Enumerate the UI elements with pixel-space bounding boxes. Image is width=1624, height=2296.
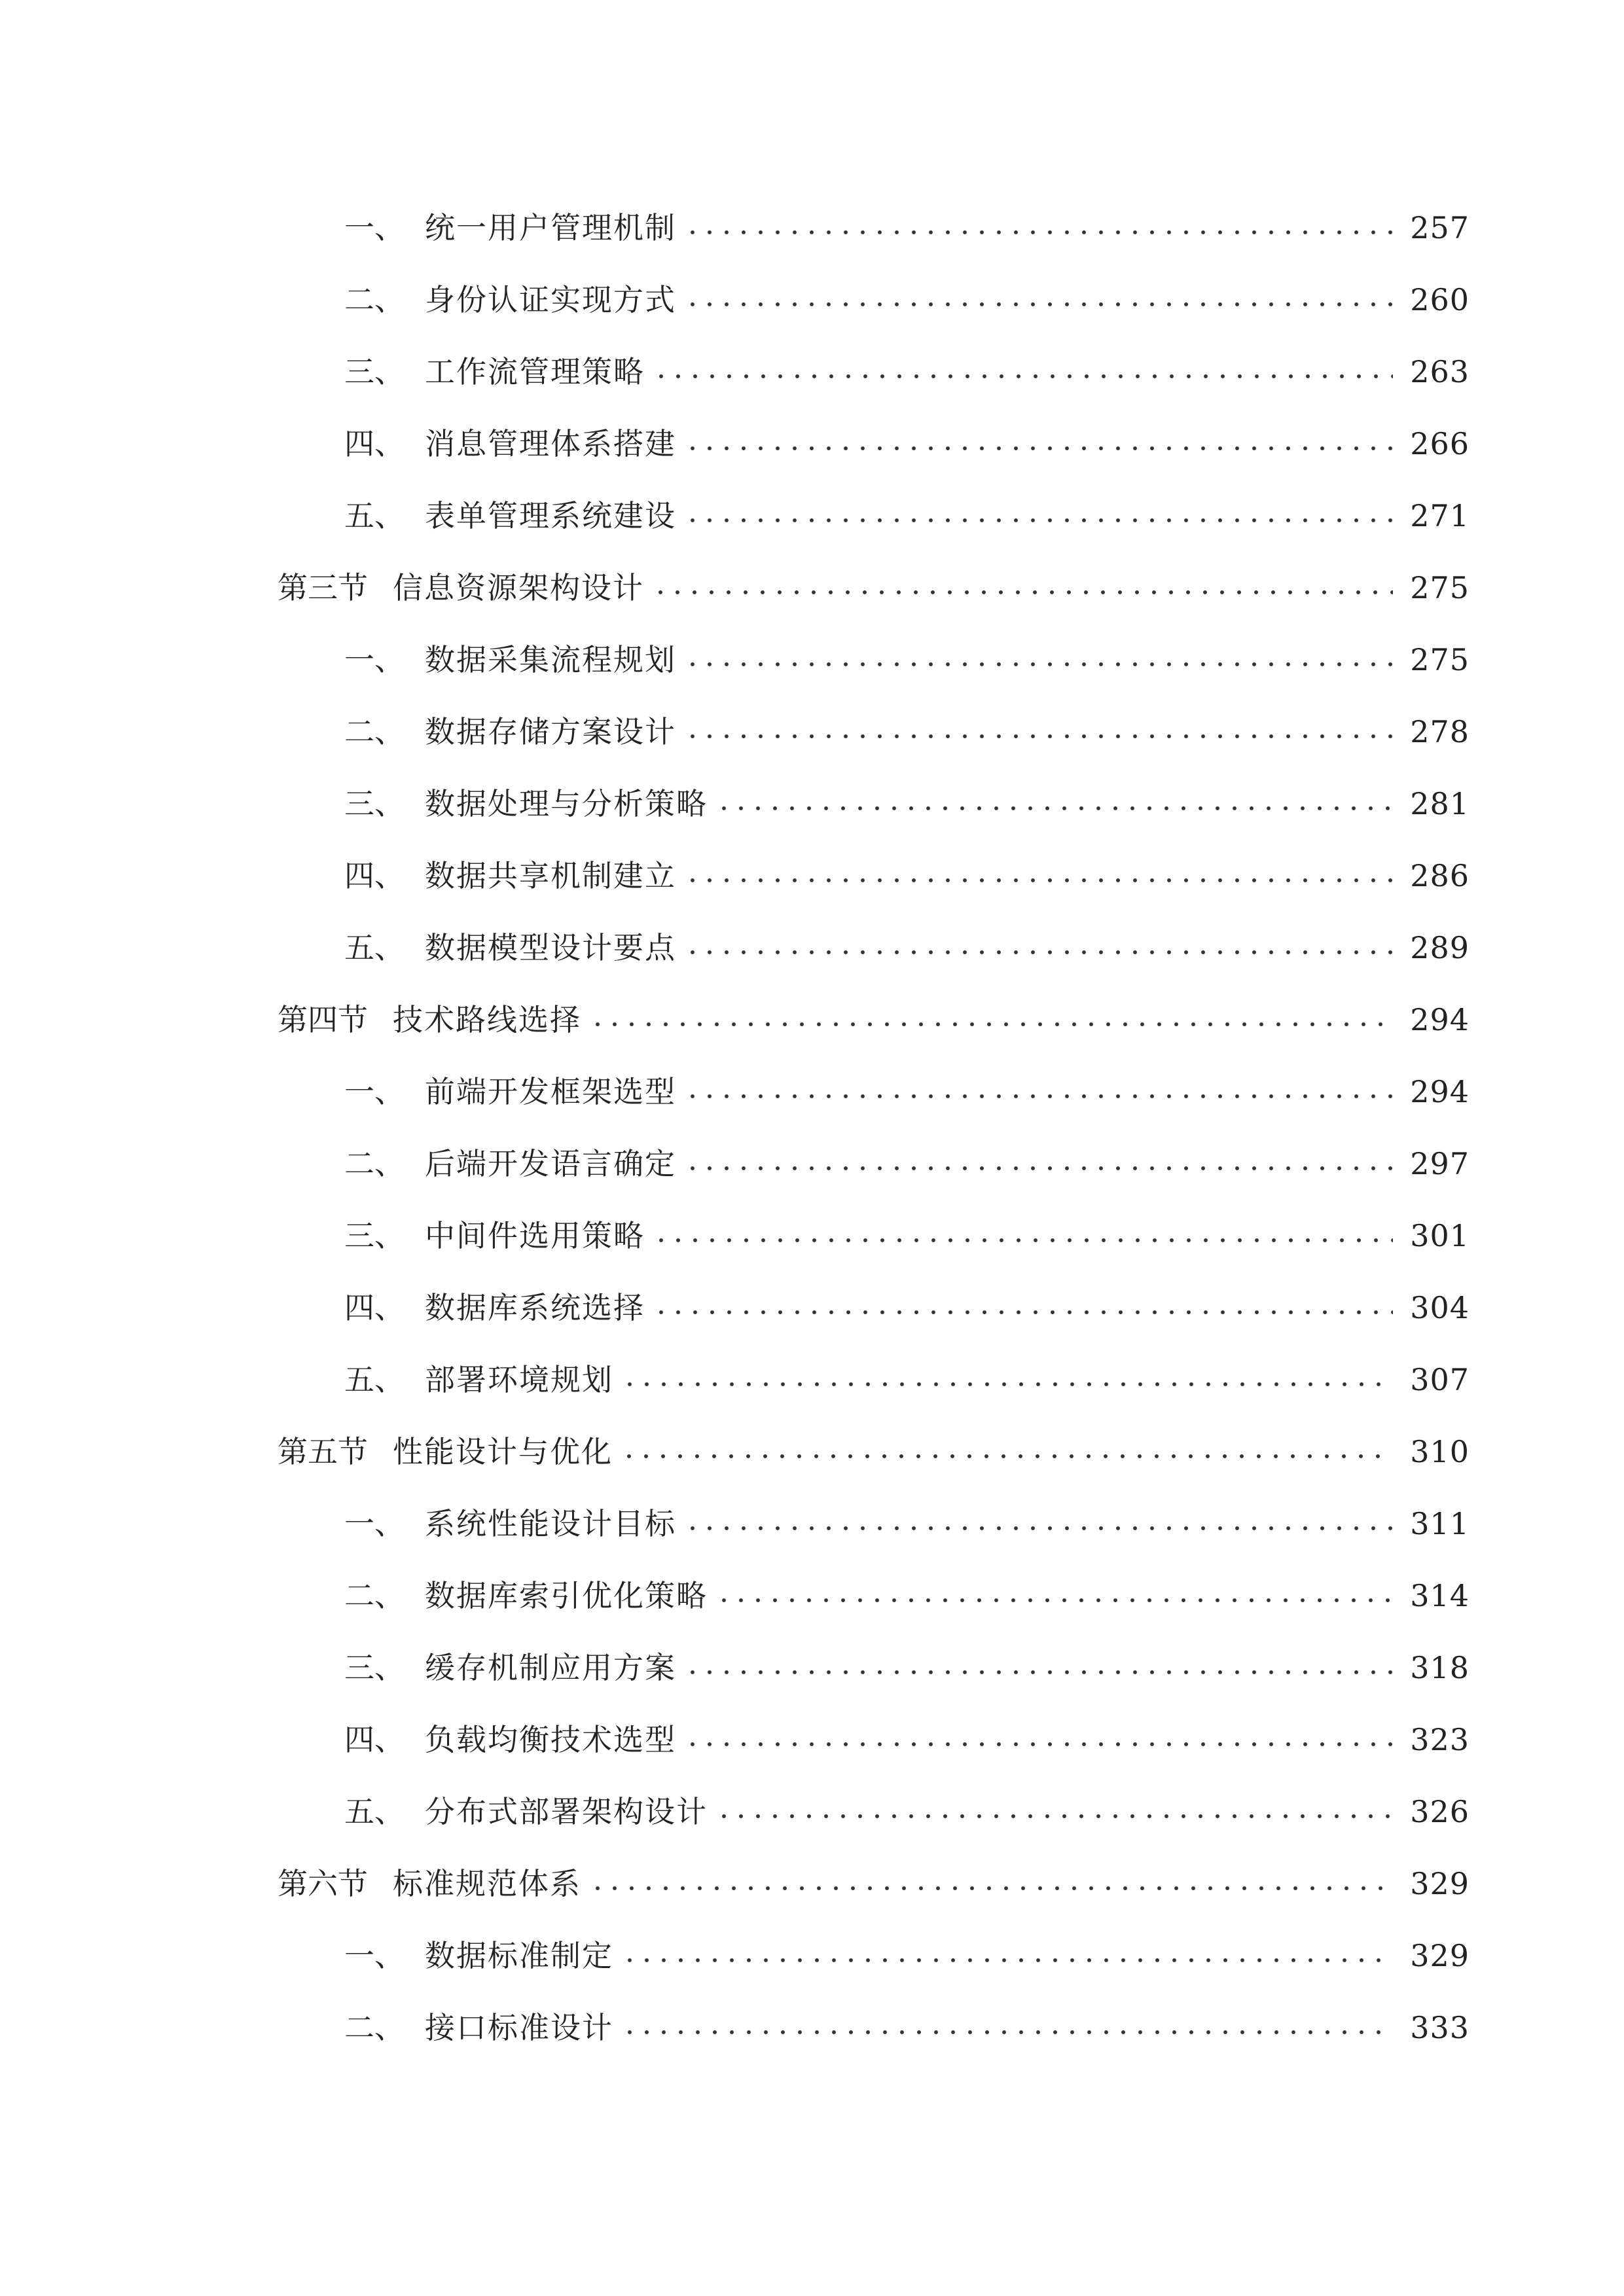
toc-entry-number: 五、 bbox=[344, 1362, 405, 1397]
toc-entry-title: 数据模型设计要点 bbox=[425, 930, 676, 965]
dot-leader bbox=[684, 446, 1393, 450]
toc-entry-number: 三、 bbox=[344, 354, 405, 389]
toc-entry-title: 消息管理体系搭建 bbox=[425, 426, 676, 461]
toc-subsection-entry[interactable] bbox=[0, 1920, 1624, 1992]
toc-entry-number: 一、 bbox=[344, 1506, 405, 1541]
toc-entry-title: 信息资源架构设计 bbox=[393, 570, 644, 605]
toc-entry-page-number: 286 bbox=[1410, 858, 1470, 893]
toc-entry-title: 部署环境规划 bbox=[425, 1362, 613, 1397]
toc-entry-title: 系统性能设计目标 bbox=[425, 1506, 676, 1541]
toc-entry-page-number: 318 bbox=[1410, 1650, 1470, 1685]
toc-entry-page-number: 294 bbox=[1410, 1074, 1470, 1109]
toc-entry-title: 缓存机制应用方案 bbox=[425, 1650, 676, 1685]
dot-leader bbox=[589, 1886, 1393, 1890]
toc-entry-page-number: 301 bbox=[1410, 1218, 1470, 1253]
toc-entry-title: 数据处理与分析策略 bbox=[425, 786, 708, 821]
dot-leader bbox=[715, 1598, 1393, 1602]
toc-entry-title: 表单管理系统建设 bbox=[425, 498, 676, 533]
toc-entry-number: 第五节 bbox=[278, 1434, 368, 1469]
toc-entry-page-number: 304 bbox=[1410, 1290, 1470, 1325]
toc-subsection-entry[interactable] bbox=[0, 1632, 1624, 1704]
toc-entry-number: 一、 bbox=[344, 1938, 405, 1973]
toc-entry-title: 技术路线选择 bbox=[393, 1002, 581, 1037]
toc-subsection-entry[interactable] bbox=[0, 1992, 1624, 2064]
toc-entry-number: 第六节 bbox=[278, 1866, 368, 1901]
toc-entry-number: 四、 bbox=[344, 858, 405, 893]
dot-leader bbox=[684, 878, 1393, 882]
toc-entry-page-number: 266 bbox=[1410, 426, 1470, 461]
toc-entry-number: 一、 bbox=[344, 642, 405, 677]
toc-entry-number: 五、 bbox=[344, 1794, 405, 1829]
toc-entry-title: 数据库系统选择 bbox=[425, 1290, 645, 1325]
toc-entry-page-number: 275 bbox=[1410, 642, 1470, 677]
dot-leader bbox=[621, 1382, 1393, 1386]
toc-entry-number: 五、 bbox=[344, 930, 405, 965]
toc-entry-page-number: 263 bbox=[1410, 354, 1470, 389]
toc-subsection-entry[interactable] bbox=[0, 1056, 1624, 1128]
toc-entry-page-number: 333 bbox=[1410, 2010, 1470, 2045]
toc-entry-page-number: 307 bbox=[1410, 1362, 1470, 1397]
toc-entry-page-number: 329 bbox=[1410, 1938, 1470, 1973]
dot-leader bbox=[684, 1094, 1393, 1098]
toc-entry-number: 四、 bbox=[344, 1722, 405, 1757]
dot-leader bbox=[621, 1958, 1393, 1962]
toc-entry-title: 接口标准设计 bbox=[425, 2010, 613, 2045]
toc-entry-number: 第三节 bbox=[278, 570, 368, 605]
toc-subsection-entry[interactable] bbox=[0, 1344, 1624, 1416]
toc-entry-page-number: 311 bbox=[1410, 1506, 1470, 1541]
toc-section-entry[interactable] bbox=[0, 1416, 1624, 1488]
toc-entry-page-number: 310 bbox=[1410, 1434, 1470, 1469]
toc-entry-title: 标准规范体系 bbox=[393, 1866, 581, 1901]
toc-entry-page-number: 329 bbox=[1410, 1866, 1470, 1901]
dot-leader bbox=[684, 1526, 1393, 1530]
toc-entry-number: 三、 bbox=[344, 786, 405, 821]
dot-leader bbox=[684, 1166, 1393, 1170]
dot-leader bbox=[684, 734, 1393, 738]
toc-section-entry[interactable] bbox=[0, 984, 1624, 1056]
dot-leader bbox=[715, 1814, 1393, 1818]
toc-entry-title: 前端开发框架选型 bbox=[425, 1074, 676, 1109]
toc-entry-title: 工作流管理策略 bbox=[425, 354, 645, 389]
dot-leader bbox=[621, 1454, 1393, 1458]
dot-leader bbox=[653, 1238, 1393, 1242]
toc-entry-number: 二、 bbox=[344, 1578, 405, 1613]
dot-leader bbox=[621, 2030, 1393, 2034]
toc-entry-page-number: 281 bbox=[1410, 786, 1470, 821]
dot-leader bbox=[684, 950, 1393, 954]
dot-leader bbox=[684, 518, 1393, 522]
toc-subsection-entry[interactable] bbox=[0, 264, 1624, 336]
toc-entry-title: 数据库索引优化策略 bbox=[425, 1578, 708, 1613]
dot-leader bbox=[684, 1670, 1393, 1674]
toc-subsection-entry[interactable] bbox=[0, 912, 1624, 984]
toc-entry-number: 第四节 bbox=[278, 1002, 368, 1037]
toc-entry-page-number: 314 bbox=[1410, 1578, 1470, 1613]
table-of-contents bbox=[0, 192, 1624, 2064]
toc-entry-title: 统一用户管理机制 bbox=[425, 210, 676, 245]
toc-entry-number: 四、 bbox=[344, 426, 405, 461]
toc-entry-number: 一、 bbox=[344, 210, 405, 245]
toc-entry-title: 性能设计与优化 bbox=[393, 1434, 613, 1469]
toc-subsection-entry[interactable] bbox=[0, 1488, 1624, 1560]
toc-subsection-entry[interactable] bbox=[0, 840, 1624, 912]
toc-entry-number: 二、 bbox=[344, 1146, 405, 1181]
toc-subsection-entry[interactable] bbox=[0, 624, 1624, 696]
toc-entry-page-number: 297 bbox=[1410, 1146, 1470, 1181]
toc-entry-title: 后端开发语言确定 bbox=[425, 1146, 676, 1181]
dot-leader bbox=[684, 1742, 1393, 1746]
toc-subsection-entry[interactable] bbox=[0, 768, 1624, 840]
dot-leader bbox=[684, 230, 1393, 234]
toc-entry-number: 三、 bbox=[344, 1218, 405, 1253]
dot-leader bbox=[715, 806, 1393, 810]
toc-entry-title: 数据标准制定 bbox=[425, 1938, 613, 1973]
toc-subsection-entry[interactable] bbox=[0, 1560, 1624, 1632]
toc-entry-page-number: 289 bbox=[1410, 930, 1470, 965]
toc-subsection-entry[interactable] bbox=[0, 1776, 1624, 1848]
dot-leader bbox=[684, 302, 1393, 306]
toc-entry-title: 分布式部署架构设计 bbox=[425, 1794, 708, 1829]
dot-leader bbox=[652, 590, 1393, 594]
toc-section-entry[interactable] bbox=[0, 1848, 1624, 1920]
toc-subsection-entry[interactable] bbox=[0, 696, 1624, 768]
toc-subsection-entry[interactable] bbox=[0, 1128, 1624, 1200]
toc-entry-page-number: 275 bbox=[1410, 570, 1470, 605]
toc-entry-page-number: 294 bbox=[1410, 1002, 1470, 1037]
dot-leader bbox=[589, 1022, 1393, 1026]
toc-entry-page-number: 271 bbox=[1410, 498, 1470, 533]
toc-entry-number: 三、 bbox=[344, 1650, 405, 1685]
toc-subsection-entry[interactable] bbox=[0, 1272, 1624, 1344]
toc-entry-title: 负载均衡技术选型 bbox=[425, 1722, 676, 1757]
toc-entry-number: 二、 bbox=[344, 2010, 405, 2045]
toc-entry-title: 数据共享机制建立 bbox=[425, 858, 676, 893]
toc-subsection-entry[interactable] bbox=[0, 408, 1624, 480]
toc-entry-number: 二、 bbox=[344, 714, 405, 749]
dot-leader bbox=[684, 662, 1393, 666]
toc-entry-title: 身份认证实现方式 bbox=[425, 282, 676, 317]
toc-entry-page-number: 278 bbox=[1410, 714, 1470, 749]
toc-subsection-entry[interactable] bbox=[0, 480, 1624, 552]
toc-entry-page-number: 323 bbox=[1410, 1722, 1470, 1757]
toc-entry-title: 中间件选用策略 bbox=[425, 1218, 645, 1253]
toc-entry-page-number: 257 bbox=[1410, 210, 1470, 245]
toc-entry-page-number: 326 bbox=[1410, 1794, 1470, 1829]
dot-leader bbox=[653, 1310, 1393, 1314]
toc-entry-number: 二、 bbox=[344, 282, 405, 317]
toc-subsection-entry[interactable] bbox=[0, 1200, 1624, 1272]
toc-entry-title: 数据存储方案设计 bbox=[425, 714, 676, 749]
toc-entry-number: 一、 bbox=[344, 1074, 405, 1109]
toc-subsection-entry[interactable] bbox=[0, 192, 1624, 264]
toc-subsection-entry[interactable] bbox=[0, 1704, 1624, 1776]
toc-entry-page-number: 260 bbox=[1410, 282, 1470, 317]
dot-leader bbox=[653, 374, 1393, 378]
toc-entry-number: 四、 bbox=[344, 1290, 405, 1325]
toc-section-entry[interactable] bbox=[0, 552, 1624, 624]
toc-subsection-entry[interactable] bbox=[0, 336, 1624, 408]
toc-entry-number: 五、 bbox=[344, 498, 405, 533]
toc-entry-title: 数据采集流程规划 bbox=[425, 642, 676, 677]
